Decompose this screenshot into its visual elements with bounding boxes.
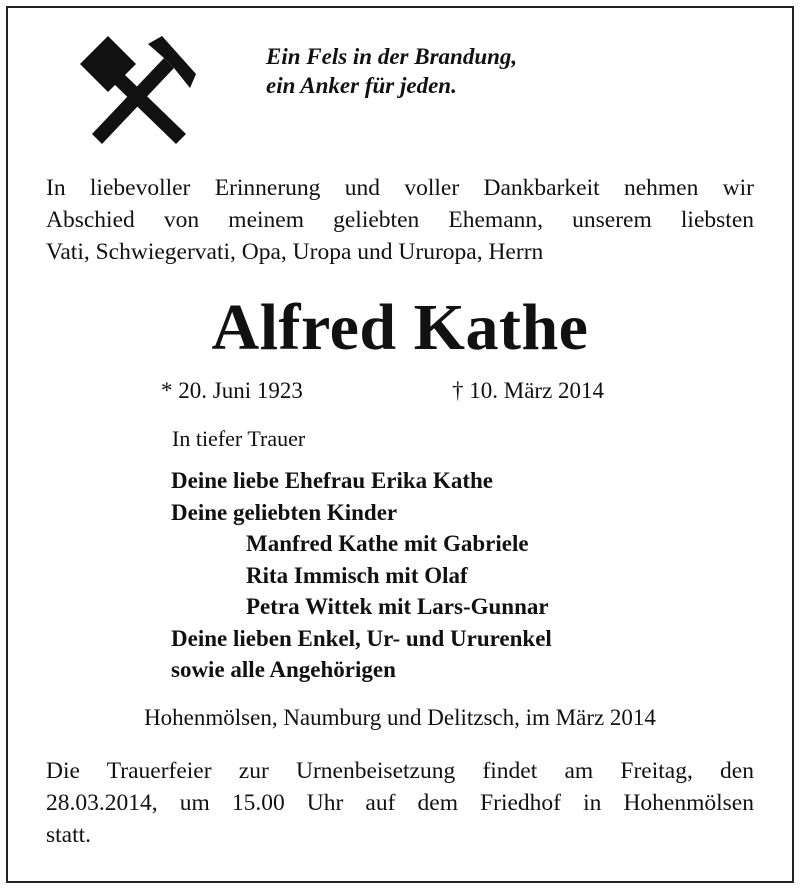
birth-date: * 20. Juni 1923	[161, 378, 303, 403]
death-date: † 10. März 2014	[452, 378, 605, 403]
mourning-heading: In tiefer Trauer	[172, 426, 306, 451]
mourner-child: Petra Wittek mit Lars-Gunnar	[246, 594, 549, 619]
mourner-child: Manfred Kathe mit Gabriele	[246, 531, 529, 556]
intro-text	[46, 172, 754, 268]
mourner-spouse: Deine liebe Ehefrau Erika Kathe	[171, 468, 493, 493]
mourner-children-label: Deine geliebten Kinder	[171, 499, 398, 525]
mourner-relatives: sowie alle Angehörigen	[171, 657, 396, 682]
intro-line: Abschied von meinem geliebten Ehemann, unserem liebsten	[46, 207, 754, 233]
motto-line: Ein Fels in der Brandung,	[266, 44, 518, 69]
crossed-hammer-and-pick-icon	[78, 34, 200, 148]
service-info	[46, 755, 754, 851]
service-line: 28.03.2014, um 15.00 Uhr auf dem Friedhof in Hohenmölsen	[46, 790, 754, 816]
intro-line: Vati, Schwiegervati, Opa, Uropa und Ururopa, Herrn	[46, 239, 544, 265]
deceased-name: Alfred Kathe	[211, 291, 589, 364]
place-date: Hohenmölsen, Naumburg und Delitzsch, im März 2014	[144, 705, 656, 730]
mourner-child: Rita Immisch mit Olaf	[246, 562, 468, 588]
intro-line: In liebevoller Erinnerung und voller Dankbarkeit nehmen wir	[46, 175, 754, 201]
service-line: statt.	[46, 822, 92, 848]
mourners-list	[171, 465, 552, 686]
motto	[266, 42, 517, 100]
motto-line: ein Anker für jeden.	[266, 73, 457, 98]
service-line: Die Trauerfeier zur Urnenbeisetzung findet am Freitag, den	[46, 758, 754, 784]
mourner-grandchildren: Deine lieben Enkel, Ur- und Ururenkel	[171, 625, 552, 651]
